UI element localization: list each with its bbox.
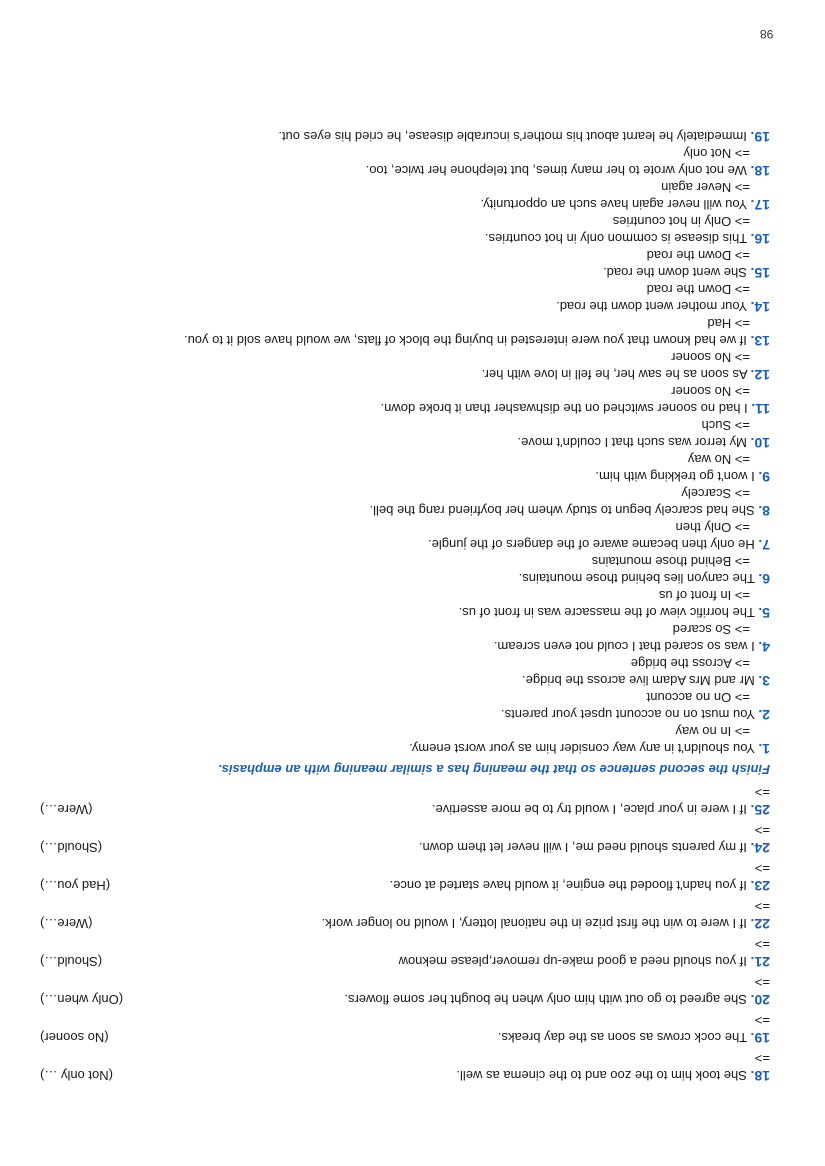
- item-text: The cock crows as soon as the day breaks.: [497, 1030, 748, 1045]
- item-number: 13.: [750, 333, 770, 349]
- item-text: My terror was such that I couldn't move.: [517, 435, 747, 450]
- item-text: He only then became aware of the dangers of the jungle.: [428, 537, 755, 552]
- item-number: 3.: [758, 673, 770, 689]
- item-text: We not only wrote to her many times, but telephone her twice, too.: [365, 163, 747, 178]
- item-text: You shouldn't in any way consider him as your worst enemy.: [409, 741, 755, 756]
- item-number: 17.: [750, 197, 770, 213]
- exercise-item-23: [40, 860, 770, 894]
- item-number: 7.: [758, 537, 770, 553]
- item-text: If we had known that you were interested in buying the block of flats, we would have sold it to you.: [183, 333, 747, 348]
- item-text: Mr and Mrs Adam live across the bridge.: [522, 673, 755, 688]
- exercise-item-22: [40, 898, 770, 932]
- answer-prompt: => In no way: [675, 724, 750, 739]
- transform-item-17: [40, 179, 770, 213]
- answer-prompt: => No sooner: [671, 350, 750, 365]
- item-number: 18.: [750, 163, 770, 179]
- transform-item-18: [40, 145, 770, 179]
- item-text: She went down the road.: [603, 265, 747, 280]
- answer-arrow: =>: [754, 975, 770, 990]
- item-number: 6.: [758, 571, 770, 587]
- transform-item-15: [40, 247, 770, 281]
- part-a-list: [40, 784, 770, 1084]
- item-hint: (Should…): [40, 954, 103, 969]
- part-b-list: [40, 128, 770, 757]
- item-text: I had no sooner switched on the dishwasher than it broke down.: [380, 401, 748, 416]
- transform-item-16: [40, 213, 770, 247]
- exercise-item-18: [40, 1050, 770, 1084]
- answer-arrow: =>: [754, 823, 770, 838]
- item-text: She had scarcely begun to study whem her boyfriend rang the bell.: [369, 503, 755, 518]
- answer-prompt: => Such: [701, 418, 750, 433]
- item-number: 16.: [750, 231, 770, 247]
- exercise-item-19: [40, 1012, 770, 1046]
- item-hint: (Were…): [40, 802, 93, 817]
- item-hint: (Not only …): [40, 1068, 113, 1083]
- answer-arrow: =>: [754, 937, 770, 952]
- item-text: You will never again have such an opportunity.: [480, 197, 748, 212]
- transform-item-14: [40, 281, 770, 315]
- item-text: She agreed to go out with him only when he bought her some flowers.: [344, 992, 747, 1007]
- exercise-item-24: [40, 822, 770, 856]
- transform-item-10: [40, 417, 770, 451]
- item-number: 22.: [750, 916, 770, 932]
- item-text: If you hadn't flooded the engine, it would have started at once.: [389, 878, 747, 893]
- item-hint: (Had you…): [40, 878, 111, 893]
- transform-item-6: [40, 553, 770, 587]
- item-text: The canyon lies behind those mountains.: [518, 571, 755, 586]
- worksheet-content: [40, 128, 770, 1084]
- item-text: She took him to the zoo and to the cinema as well.: [456, 1068, 747, 1083]
- section-heading: Finish the second sentence so that the meaning has a similar meaning with an emphasis.: [218, 762, 770, 777]
- page-number: 98: [760, 27, 774, 41]
- item-number: 21.: [750, 954, 770, 970]
- item-number: 1.: [758, 741, 770, 757]
- item-hint: (Should…): [40, 840, 103, 855]
- answer-prompt: => Never again: [661, 180, 750, 195]
- transform-item-9: [40, 451, 770, 485]
- answer-prompt: => So scared: [672, 622, 750, 637]
- item-text: As soon as he saw her, he fell in love with her.: [481, 367, 748, 382]
- item-text: This disease is common only in hot countries.: [484, 231, 748, 246]
- answer-arrow: =>: [754, 1051, 770, 1066]
- transform-item-13: [40, 315, 770, 349]
- item-hint: (Only when…): [40, 992, 124, 1007]
- answer-arrow: =>: [754, 1013, 770, 1028]
- answer-prompt: => Down the road: [646, 248, 750, 263]
- item-number: 4.: [758, 639, 770, 655]
- item-number: 25.: [750, 802, 770, 818]
- answer-prompt: => No way: [687, 452, 750, 467]
- item-text: I was so scared that I could not even scream.: [493, 639, 755, 654]
- item-text: The horrific view of the massacre was in front of us.: [458, 605, 755, 620]
- answer-prompt: => Down the road: [646, 282, 750, 297]
- transform-item-3: [40, 655, 770, 689]
- transform-item-2: [40, 689, 770, 723]
- item-number: 23.: [750, 878, 770, 894]
- item-text: If I were in your place, I would try to be more assertive.: [431, 802, 747, 817]
- item-number: 20.: [750, 992, 770, 1008]
- answer-arrow: =>: [754, 785, 770, 800]
- transform-item-5: [40, 587, 770, 621]
- item-text: Your mother went down the road.: [556, 299, 748, 314]
- item-number: 8.: [758, 503, 770, 519]
- item-number: 2.: [758, 707, 770, 723]
- item-text: If you should need a good make-up remover,please meknow: [398, 954, 747, 969]
- transform-item-12: [40, 349, 770, 383]
- transform-item-8: [40, 485, 770, 519]
- item-hint: (Were…): [40, 916, 93, 931]
- item-hint: (No sooner): [40, 1030, 109, 1045]
- item-number: 19.: [750, 1030, 770, 1046]
- item-number: 19.: [750, 129, 770, 145]
- transform-item-4: [40, 621, 770, 655]
- item-text: If I were to win the first prize in the national lottery, I would no longer work.: [321, 916, 747, 931]
- item-number: 10.: [750, 435, 770, 451]
- exercise-item-21: [40, 936, 770, 970]
- answer-prompt: => Only then: [675, 520, 750, 535]
- item-text: I won't go trekking with him.: [595, 469, 755, 484]
- item-number: 15.: [750, 265, 770, 281]
- exercise-item-25: [40, 784, 770, 818]
- item-number: 5.: [758, 605, 770, 621]
- answer-prompt: => On no account: [646, 690, 750, 705]
- transform-item-7: [40, 519, 770, 553]
- item-number: 14.: [750, 299, 770, 315]
- answer-arrow: =>: [754, 861, 770, 876]
- answer-prompt: => Only in hot countries: [612, 214, 750, 229]
- item-number: 9.: [758, 469, 770, 485]
- transform-item-19: [40, 128, 770, 145]
- item-number: 18.: [750, 1068, 770, 1084]
- exercise-item-20: [40, 974, 770, 1008]
- transform-item-11: [40, 383, 770, 417]
- item-number: 12.: [750, 367, 770, 383]
- answer-prompt: => Had: [707, 316, 750, 331]
- item-number: 24.: [750, 840, 770, 856]
- item-number: 11.: [751, 401, 770, 417]
- item-text: If my parents should need me, I will never let them down.: [418, 840, 747, 855]
- answer-prompt: => In front of us: [658, 588, 750, 603]
- answer-prompt: => Behind those mountains: [591, 554, 750, 569]
- answer-prompt: => Not only: [683, 146, 750, 161]
- transform-item-1: [40, 723, 770, 757]
- item-text: You must on no account upset your parents.: [501, 707, 755, 722]
- answer-prompt: => Scarcely: [681, 486, 750, 501]
- answer-prompt: => No sooner: [671, 384, 750, 399]
- answer-arrow: =>: [754, 899, 770, 914]
- item-text: Immediately he learnt about his mother's incurable disease, he cried his eyes out.: [278, 129, 747, 144]
- answer-prompt: => Across the bridge: [630, 656, 750, 671]
